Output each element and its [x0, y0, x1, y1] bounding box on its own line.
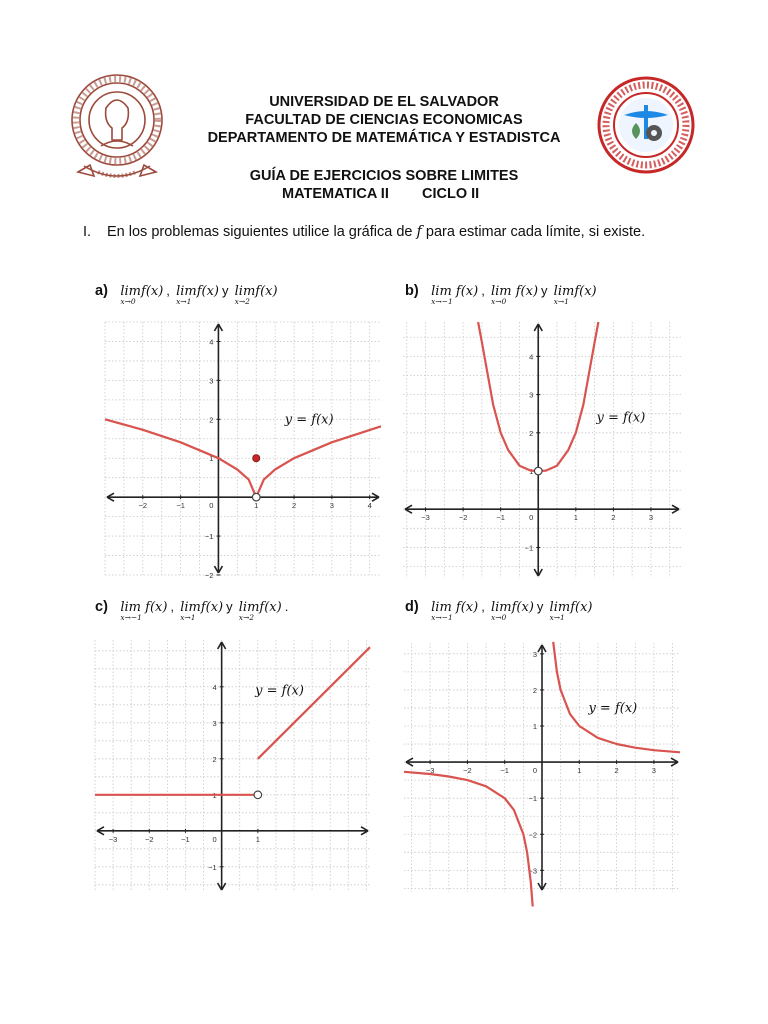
x-tick-label: −3 [425, 766, 435, 776]
origin-label: 0 [209, 501, 214, 511]
function-curve-2 [404, 772, 533, 907]
problem-limits: lim f(x) x→−1 , limf(x) x→0 y limf(x) x→1 [431, 599, 593, 622]
x-tick-label: 1 [577, 766, 582, 776]
x-tick-label: 4 [367, 501, 372, 511]
y-tick-label: −1 [208, 862, 217, 872]
x-tick-label: 1 [254, 501, 259, 511]
curve-label: y = f(x) [596, 410, 646, 426]
problem-limits: lim f(x) x→−1 , limf(x) x→1 y limf(x) x→2 . [120, 599, 289, 622]
y-tick-label: 2 [529, 428, 534, 438]
curve-label: y = f(x) [255, 683, 304, 699]
y-tick-label: 1 [532, 722, 537, 731]
problem-label: b) [405, 283, 419, 299]
y-tick-label: 2 [532, 685, 537, 695]
y-tick-label: 1 [529, 467, 534, 477]
y-tick-label: 2 [212, 754, 217, 764]
limit-expression: limf(x) x→1 [180, 600, 224, 622]
department-name: DEPARTAMENTO DE MATEMÁTICA Y ESTADISTCA [207, 130, 561, 146]
guide-title: GUÍA DE EJERCICIOS SOBRE LIMITES [249, 168, 519, 184]
y-tick-label: 3 [212, 718, 217, 728]
limit-expression: limf(x) x→2 [234, 284, 278, 306]
origin-label: 0 [532, 766, 537, 776]
y-tick-label: −2 [204, 571, 214, 580]
f-symbol: f [416, 224, 422, 240]
y-tick-label: −1 [528, 794, 537, 804]
x-tick-label: 3 [651, 766, 656, 776]
instruction-text [107, 222, 683, 242]
y-tick-label: 1 [209, 454, 214, 464]
x-tick-label: 2 [611, 513, 616, 523]
y-tick-label: 2 [209, 415, 214, 425]
y-tick-label: −1 [204, 532, 214, 542]
curve-label: y = f(x) [284, 412, 334, 428]
y-tick-label: 3 [209, 376, 214, 386]
instruction-number: I. [83, 224, 92, 240]
faculty-seal-logo [596, 75, 696, 175]
x-tick-label: −1 [176, 501, 185, 511]
y-tick-label: 4 [212, 682, 217, 692]
origin-label: 0 [529, 513, 534, 523]
open-point [254, 791, 262, 799]
problem-a-header [95, 282, 283, 306]
problem-label: a) [95, 283, 108, 299]
graph-svg [403, 322, 681, 578]
cycle-name: CICLO II [422, 186, 480, 202]
problem-limits: limf(x) x→0 , limf(x) x→1 y limf(x) x→2 [120, 283, 278, 306]
grid [105, 322, 381, 575]
origin-label: 0 [212, 834, 217, 844]
x-tick-label: −1 [500, 766, 509, 776]
x-tick-label: 1 [573, 513, 578, 523]
problem-d-header [405, 598, 597, 622]
x-tick-label: 1 [255, 834, 260, 844]
y-tick-label: 3 [532, 649, 537, 659]
limit-expression: limf(x) x→1 [176, 284, 219, 306]
university-name: UNIVERSIDAD DE EL SALVADOR [269, 94, 499, 110]
instruction-text-end: para estimar cada límite, si existe. [425, 224, 646, 240]
y-tick-label: 1 [212, 790, 217, 800]
graph-b [403, 322, 681, 578]
filled-point [253, 455, 260, 462]
graph-d [404, 643, 680, 892]
curve-label: y = f(x) [588, 700, 638, 716]
graph-a [105, 322, 381, 580]
limit-expression: lim f(x) x→0 [490, 284, 539, 306]
grid [95, 640, 370, 892]
y-tick-label: 4 [529, 352, 534, 362]
limit-expression: limf(x) x→1 [549, 600, 593, 622]
limit-expression: limf(x) x→1 [553, 284, 597, 306]
limit-expression: limf(x) x→2 [238, 600, 282, 622]
y-tick-label: 4 [209, 337, 214, 347]
grid [403, 322, 681, 578]
open-point [252, 493, 260, 501]
faculty-name: FACULTAD DE CIENCIAS ECONOMICAS [245, 112, 523, 128]
x-tick-label: 3 [329, 501, 334, 511]
y-tick-label: −3 [528, 866, 537, 876]
function-curve-2 [258, 647, 370, 759]
graph-c [95, 640, 370, 892]
problem-b-header [405, 282, 602, 306]
open-point [534, 467, 542, 475]
limit-expression: lim f(x) x→−1 [431, 600, 479, 622]
x-tick-label: −3 [108, 834, 118, 844]
university-seal-logo [68, 68, 166, 190]
limit-expression: limf(x) x→0 [490, 600, 534, 622]
problem-c-header [95, 598, 290, 622]
x-tick-label: −2 [144, 834, 154, 844]
x-tick-label: −2 [463, 766, 472, 776]
x-tick-label: −3 [421, 513, 430, 523]
x-tick-label: −2 [138, 501, 148, 511]
problem-limits: lim f(x) x→−1 , lim f(x) x→0 y limf(x) x→1 [431, 283, 597, 306]
graph-svg [404, 643, 680, 892]
y-tick-label: −2 [528, 830, 537, 840]
x-tick-label: −1 [181, 834, 190, 844]
problem-label: d) [405, 599, 419, 615]
x-tick-label: 2 [291, 501, 297, 511]
x-tick-label: 2 [614, 766, 619, 776]
y-tick-label: −1 [524, 543, 534, 553]
x-tick-label: 3 [648, 513, 654, 523]
y-tick-label: 3 [529, 390, 534, 400]
limit-expression: limf(x) x→0 [120, 284, 164, 306]
graph-svg [105, 322, 381, 580]
problem-label: c) [95, 599, 108, 615]
x-tick-label: −2 [458, 513, 468, 523]
limit-expression: lim f(x) x→−1 [431, 284, 479, 306]
graph-svg [95, 640, 370, 892]
subject-name: MATEMATICA II [282, 186, 389, 202]
x-tick-label: −1 [496, 513, 505, 523]
limit-expression: lim f(x) x→−1 [120, 600, 168, 622]
instruction-text-start: En los problemas siguientes utilice la gráfica de [107, 224, 413, 240]
